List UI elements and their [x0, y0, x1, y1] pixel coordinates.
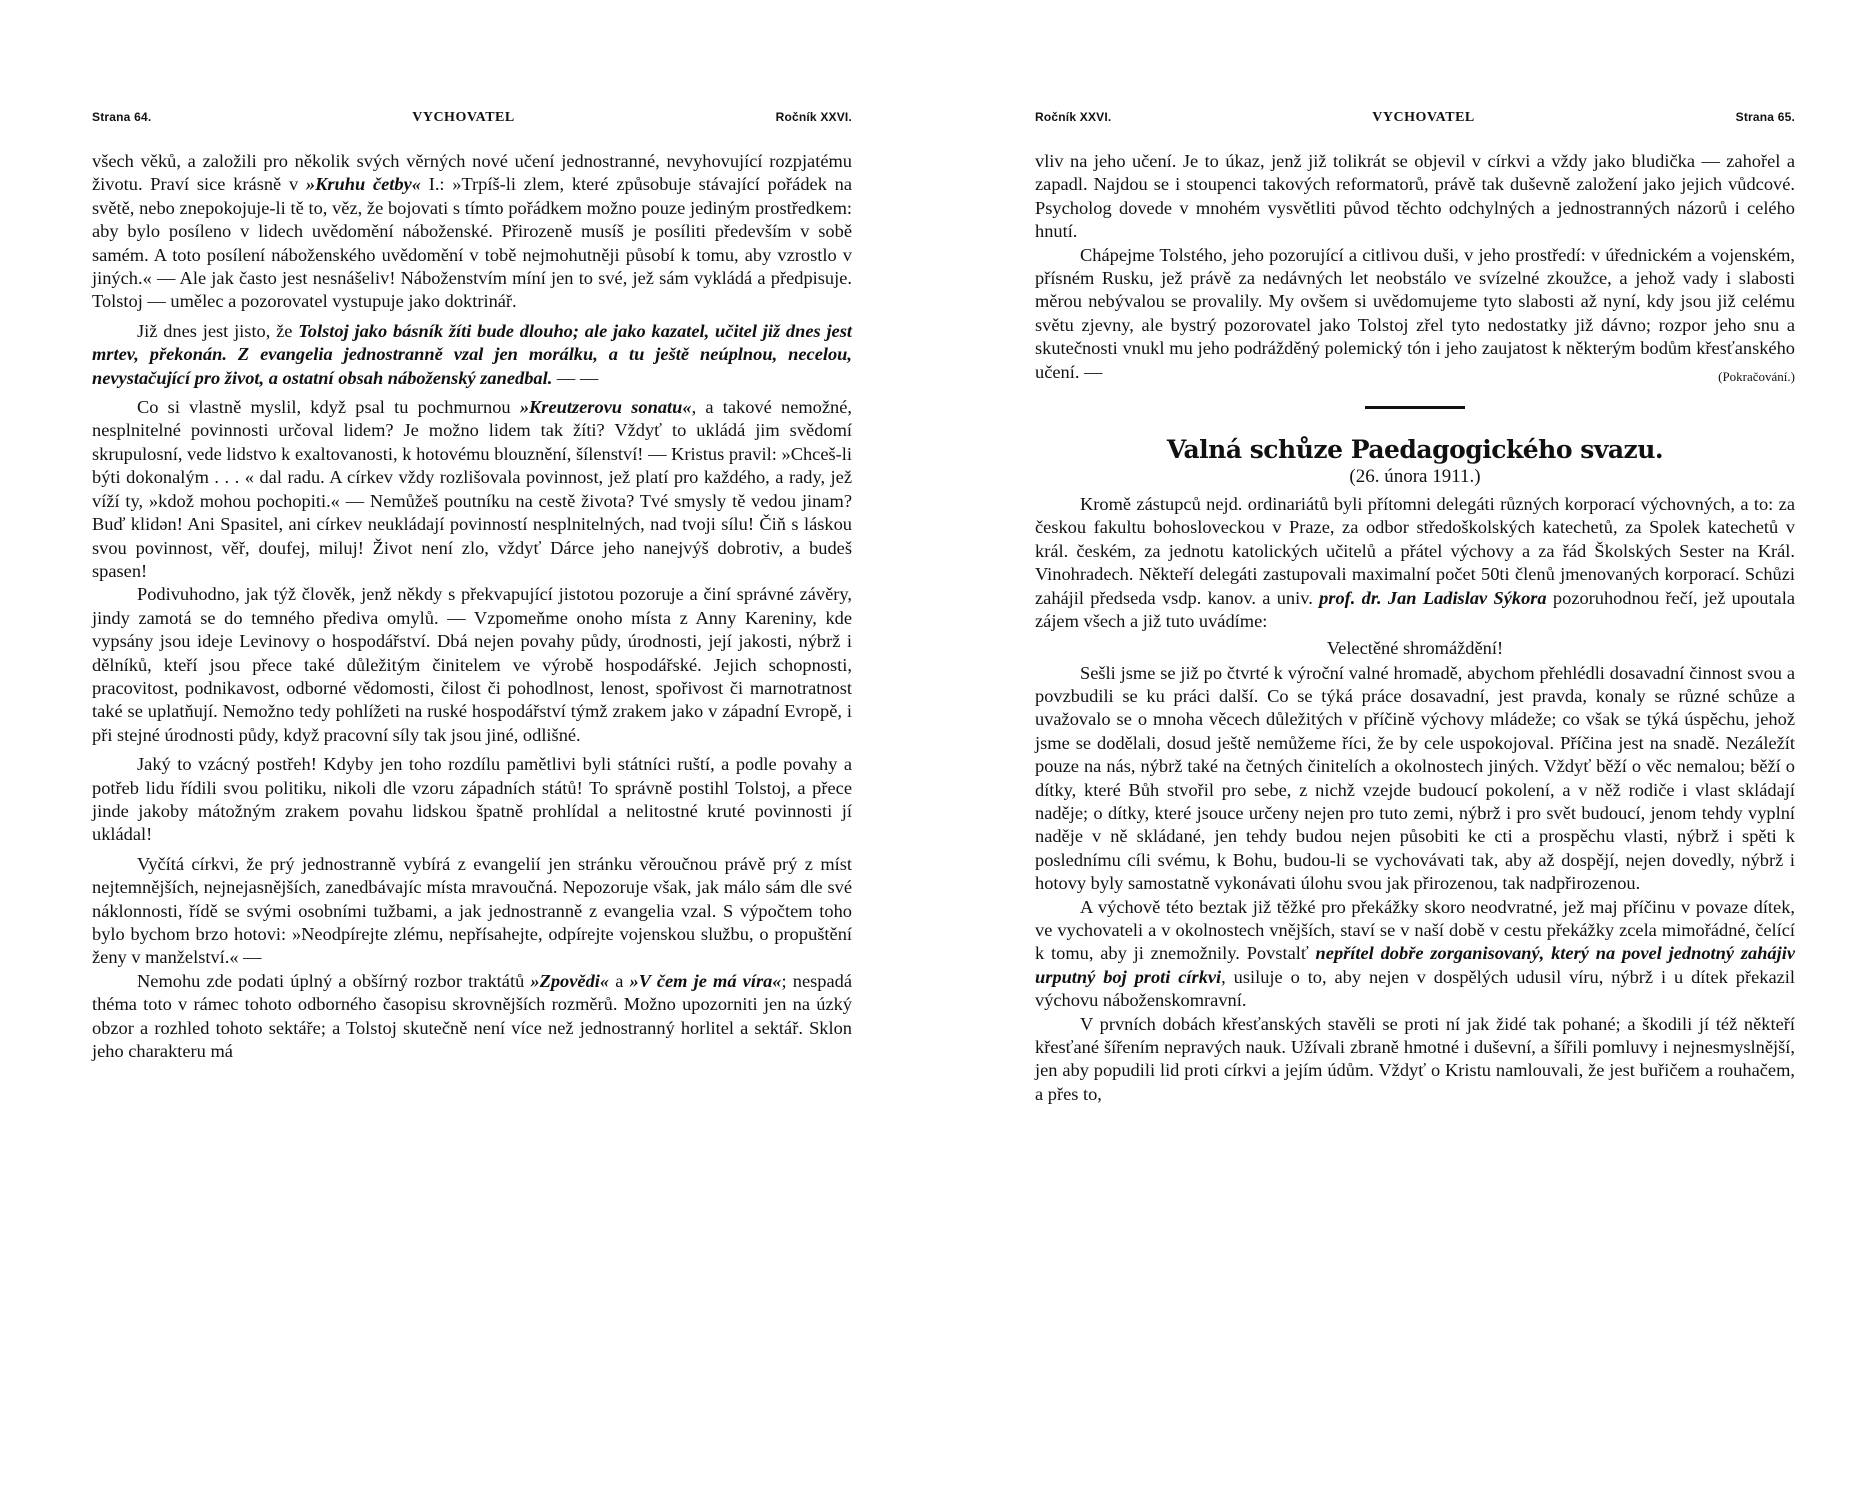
left-paragraph-2: Již dnes jest jisto, že Tolstoj jako básník žíti bude dlouho; ale jako kazatel, učitel již dnes jest mrtev, překonán. Z evangelia jednostranně vzal jen morálku, a tu ještě neúplnou, necelou, nevystačující pro život, a ostatní obsah náboženský zanedbal. — — — [92, 320, 852, 388]
right-page-number: Strana 65. — [1735, 110, 1795, 124]
left-paragraph-6: Vyčítá církvi, že prý jednostranně vybírá z evangelií jen stránku věroučnou právě prý z míst nejtemnějších, nejnejasnějších, zanedbávajíc místa mravoučná. Nepozoruje však, jak málo sám dle své náklonnosti, řídě se svými osobními tužbami, a jak jednostranně z evangelia vzal. S výpočtem toho bylo bychom brzo hotovi: »Neodpírejte zlému, nepřísahejte, odpírejte vojenskou službu, o propuštění ženy v manželství.« — — [92, 853, 852, 968]
left-paragraph-1: všech věků, a založili pro několik svých věrných nové učení jednostranné, nevyhovující rozpjatému životu. Praví sice krásně v »Kruhu četby« I.: »Trpíš-li zlem, které způsobuje stávající pořádek na světě, nebo znepokojuje-li tě to, věz, že bojovati s tímto pořádkem možno pouze jediným prostředkem: aby bylo posíleno v lidech uvědomění náboženské. Přirozeně musíš je posíliti především v sobě samém. A toto posílení náboženského uvědomění v tobě nejmohutněji působí k tomu, aby vzrostlo v jiných.« — Ale jak často jest nesnášeliv! Náboženstvím míní jen to své, jež sám vykládá a předpisuje. Tolstoj — umělec a pozorovatel vystupuje jako doktrinář. — [92, 151, 852, 312]
right-paragraph-2: Chápejme Tolstého, jeho pozorující a citlivou duši, v jeho prostředí: v úřednickém a vojenském, přísném Rusku, jež právě za nedávných let neobstálo ve svízelné zkoužce, a jehož vady i slabosti měrou nebývalou se provalily. My ovšem si uvědomujeme tyto slabosti až nyní, kdy jsou již celému světu zjevny, ale bystrý pozorovatel jako Tolstoj zřel tyto nedostatky již dávno; rozpor jeho snu a skutečnosti vnukl mu jeho podrážděný polemický tón i jeho zaujatost k některým bodům křesťanského učení. — (Pokračování.) — [1035, 244, 1795, 384]
section-date: (26. února 1911.) — [1349, 466, 1481, 488]
right-journal-title: VYCHOVATEL — [1372, 110, 1475, 125]
right-running-header — [1035, 110, 1795, 126]
section-paragraph-3: A výchově této beztak již těžké pro překážky skoro neodvratné, jež maj příčinu v povaze dítek, ve vychovateli a v okolnostech vnějších, staví se v naší době v cestu překážky zcela mimořádné, čelící k tomu, aby ji znemožnily. Povstalť nepřítel dobře zorganisovaný, který na povel jednotný zahájiv urputný boj proti církvi, usiluje o to, aby nejen v dospělých udusil víru, nýbrž i u dítek překazil výchovu náboženskomravní. — [1035, 896, 1795, 1011]
left-paragraph-3: Co si vlastně myslil, když psal tu pochmurnou »Kreutzerovu sonatu«, a takové nemožné, nesplnitelné povinnosti určoval lidem? Je možno lidem tak žíti? Vždyť to ukládá jim svědomí skrupulosní, vede lidstvo k exaltovanosti, k hotovému blouznění, šílenství! — Kristus pravil: »Chceš-li býti dokonalým . . . « dal radu. A církev vždy rozlišovala povinnost, jež platí pro každého, a rady, jež víží ty, »kdož mohou pochopiti.« — Nemůžeš poutníku na cestě života? Tvé smysly tě vedou jinam? Buď klidən! Ani Spasitel, ani církev neukládají povinností nesplnitelných, nad tvoji sílu! Čiň s láskou svou povinnost, věř, doufej, miluj! Život není zlo, vždyť Dárce jeho nanejvýš dobrotiv, a budeš spasen! — [92, 397, 852, 581]
right-paragraph-1: vliv na jeho učení. Je to úkaz, jenž již tolikrát se objevil v církvi a vždy jako bludička — zahořel a zapadl. Najdou se i stoupenci takových reformatorů, právě tak duševně založení jako jejich vůdcové. Psycholog dovede v mnohém vysvětliti původ těchto odchylných a jednostranných názorů i celého hnutí. — [1035, 151, 1795, 242]
left-volume: Ročník XXVI. — [775, 110, 852, 124]
left-journal-title: VYCHOVATEL — [412, 110, 515, 125]
section-title: Valná schůze Paedagogického svazu. — [1166, 435, 1664, 465]
left-page — [92, 110, 852, 1063]
left-page-number: Strana 64. — [92, 110, 152, 124]
right-page — [1035, 110, 1795, 1106]
left-paragraph-4: Podivuhodno, jak týž člověk, jenž někdy s překvapující jistotou pozoruje a činí správné závěry, jindy zamotá se do temného přediva omylů. — Vzpomeňme onoho místa z Anny Kareniny, kde vypsány jsou ideje Levinovy o hospodářství. Dbá nejen povahy půdy, úrodnosti, její jakosti, nýbrž i dělníků, kteří jsou přece také důležitým činitelem ve výrobě hospodářské. Jejich schopnosti, pracovitost, podnikavost, odborné vědomosti, čilost či pohodlnost, lenost, spořivost či marnotratnost také se uplatňují. Nemožno tedy pohlížeti na ruské hospodářství týmž zrakem jako v západní Evropě, i při stejné úrodnosti půdy, když pracovní síly tak jsou jiné, odlišné. — [92, 584, 852, 745]
section-divider — [1365, 406, 1465, 409]
left-running-header — [92, 110, 852, 126]
section-paragraph-1: Kromě zástupců nejd. ordinariátů byli přítomni delegáti různých korporací výchovných, a to: za českou fakultu bohosloveckou v Praze, za odbor středoškolských katechetů, za Spolek katechetů v král. českém, za jednotu katolických učitelů a přátel výchovy a za řád Školských Sester na Král. Vinohradech. Někteří delegáti zastupovali maximalní počet 50ti členů jmenovaných korporací. Schůzi zahájil předseda vsdp. kanov. a univ. prof. dr. Jan Ladislav Sýkora pozoruhodnou řečí, jež upoutala zájem všech a již tuto uvádíme: — [1035, 494, 1795, 632]
continued-note: (Pokračování.) — [1718, 368, 1795, 384]
section-paragraph-4: V prvních dobách křesťanských stavěli se proti ní jak židé tak pohané; a škodili jí též někteří křesťané šířením nepravých nauk. Užívali zbraně hmotné i duševní, a šířili pomluvy i nejnesmyslnější, jen aby popudili lid proti církvi a jejím údům. Vždyť o Kristu namlouvali, že jest buřičem a rouhačem, a přes to, — [1035, 1013, 1795, 1104]
left-paragraph-7: Nemohu zde podati úplný a obšírný rozbor traktátů »Zpovědi« a »V čem je má víra«; nespadá théma toto v rámec tohoto odborného časopisu skrovnějších rozměrů. Možno upozorniti jen na úzký obzor a rozhled tohoto sektáře; a Tolstoj skutečně není více než jednostranný horlitel a sektář. Sklon jeho charakteru má — [92, 970, 852, 1062]
salutation: Velectěné shromáždění! — [1326, 637, 1504, 658]
left-paragraph-5: Jaký to vzácný postřeh! Kdyby jen toho rozdílu pamětlivi byli státníci ruští, a podle povahy a potřeb lidu řídili svou politiku, nikoli dle vzoru západních států! To správně postihl Tolstoj, a přece jinde jakoby mátožným zrakem povahu lidskou špatně prohlídal a nelitostné kruté povinnosti jí ukládal! — [92, 754, 852, 845]
right-volume: Ročník XXVI. — [1035, 110, 1112, 124]
section-paragraph-2: Sešli jsme se již po čtvrté k výroční valné hromadě, abychom přehlédli dosavadní činnost svou a povzbudili se ku práci další. Co se týká práce dosavadní, jest pravda, konaly se různé schůze a uvažovalo se o mnoha věcech důležitých v příčině výchovy mládeže; co však se týká úspěchu, jehož jsme se dodělali, dosud ještě nemůžeme říci, že by cele uspokojoval. Příčina jest na snadě. Nezáležít pouze na nás, nýbrž také na četných činitelích a okolnostech jiných. Vždyť běží o věc nemalou; běží o dítky, které Bůh stvořil pro sebe, z nichž vzejde budoucí pokolení, a v něž rodiče i vlast skládají naděje; o dítky, které jsouce určeny nejen pro tuto zemi, nýbrž i pro svět budoucí, jenom tehdy vyplní naděje v ně skládané, jen tehdy budou nejen působiti ke cti a prospěchu vlasti, nýbrž i spěti k poslednímu cíli svému, k Bohu, budou-li se vychovávati tak, aby až dospějí, nejen dovedly, nýbrž i hotovy byly samostatně vykonávati úlohu svou jak přirozenou, tak nadpřirozenou. — [1035, 662, 1795, 894]
